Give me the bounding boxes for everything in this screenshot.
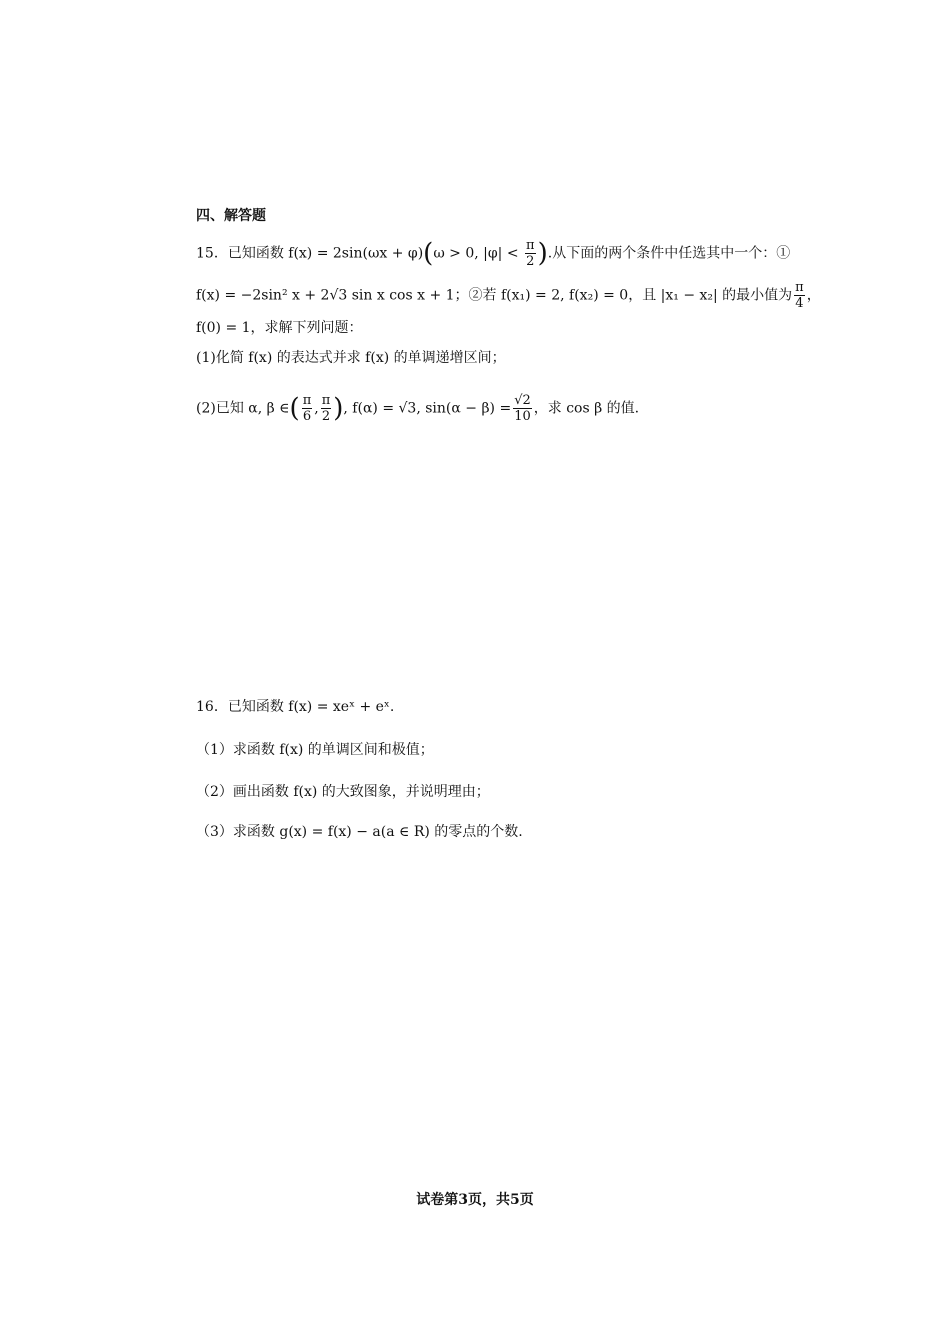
- q15-part2-mid: , f(α) = √3, sin(α − β) =: [343, 400, 512, 417]
- fraction-denominator: 2: [321, 409, 331, 424]
- q15-part2-end: ，求 cos β 的值.: [533, 400, 640, 417]
- fraction-denominator: 6: [302, 409, 312, 424]
- fraction-numerator: π: [302, 393, 312, 408]
- fraction-pi-6: [302, 393, 313, 424]
- q15-part2: (2)已知 α, β ∈( $\frac{\pi}{6}$ , $\frac{\pi}{2}$ ), f(α) = √3, sin(α − β) = $\frac{√2}{10}$ ，求 cos β 的值.: [196, 393, 640, 424]
- q16-part1: （1）求函数 f(x) 的单调区间和极值；: [196, 742, 434, 758]
- fraction-root2-10: [513, 393, 532, 424]
- fraction-numerator: π: [321, 393, 331, 408]
- q15-cond-fraction: [525, 238, 536, 269]
- open-paren: (: [423, 238, 434, 269]
- q15-condition: ω > 0, |φ| <: [433, 245, 524, 262]
- fraction-numerator: π: [795, 280, 804, 295]
- q15-line1: [196, 238, 790, 269]
- q16-part2: （2）画出函数 f(x) 的大致图象，并说明理由；: [196, 784, 490, 800]
- section-title: 四、解答题: [196, 208, 266, 224]
- fraction-denominator: 10: [514, 409, 531, 424]
- page-footer: 试卷第3页，共5页: [416, 1192, 534, 1208]
- open-paren: (: [289, 393, 300, 424]
- fraction-numerator: π: [526, 238, 535, 253]
- q15-line2-end: ，: [806, 287, 821, 304]
- close-paren: ): [333, 393, 344, 424]
- close-paren: ): [537, 238, 548, 269]
- q15-part1: (1)化简 f(x) 的表达式并求 f(x) 的单调递增区间；: [196, 350, 506, 366]
- fraction-denominator: 2: [526, 254, 535, 269]
- q16-part3: （3）求函数 g(x) = f(x) − a(a ∈ R) 的零点的个数.: [196, 824, 523, 840]
- fraction-numerator: √2: [514, 393, 531, 408]
- fraction-pi-2: [321, 393, 332, 424]
- fraction-denominator: 4: [795, 296, 804, 311]
- q15-pi-over-4: [794, 280, 805, 311]
- q15-choice-intro: .从下面的两个条件中任选其中一个：①: [547, 245, 791, 262]
- q15-line2: [196, 280, 821, 311]
- q15-stem: 15．已知函数 f(x) = 2sin(ωx + φ): [196, 245, 424, 262]
- q15-conditions: f(x) = −2sin² x + 2√3 sin x cos x + 1；②若 f(x₁) = 2, f(x₂) = 0，且 |x₁ − x₂| 的最小值为: [196, 287, 793, 304]
- q15-line3: f(0) = 1，求解下列问题：: [196, 320, 363, 336]
- q15-part2-start: (2)已知 α, β ∈: [196, 400, 290, 417]
- q16-title: 16．已知函数 f(x) = xeˣ + eˣ.: [196, 699, 395, 715]
